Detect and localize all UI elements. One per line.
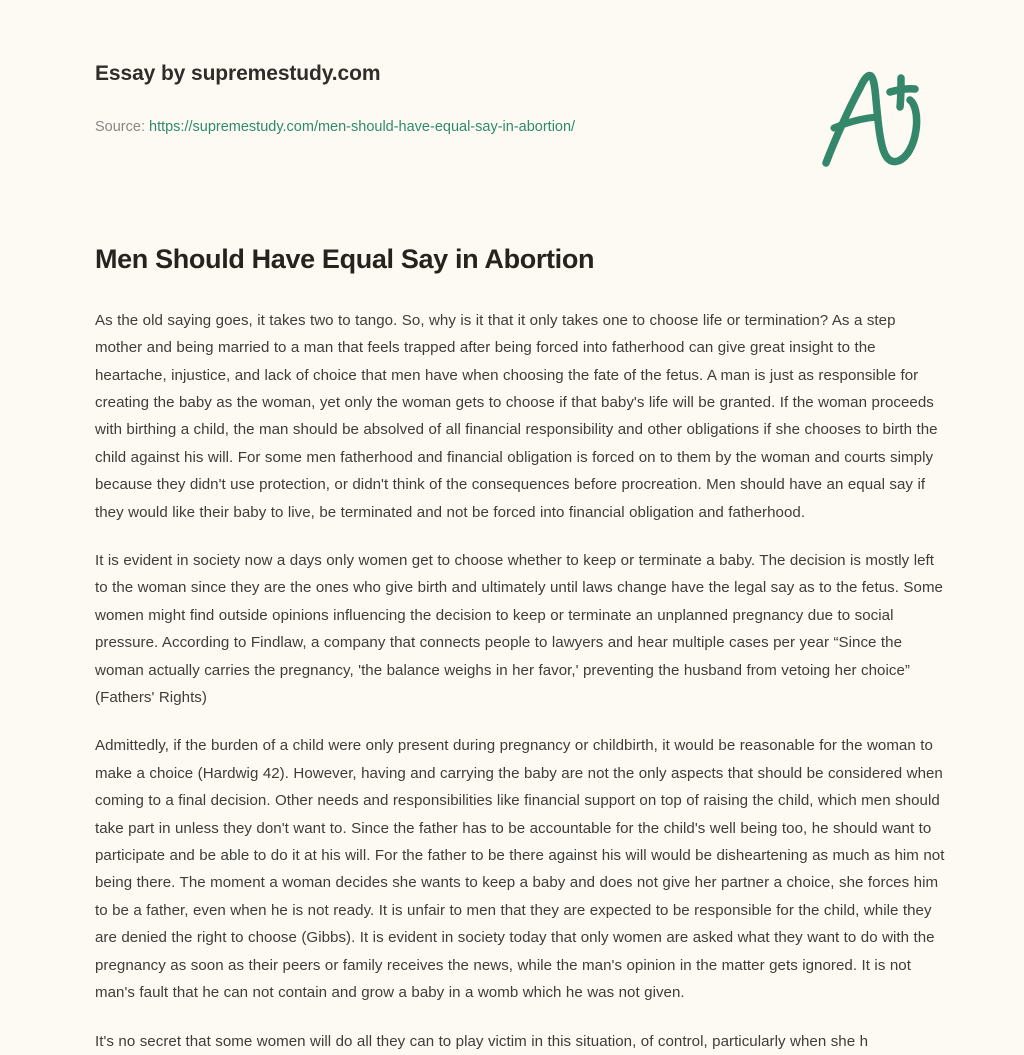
source-url-link[interactable]: https://supremestudy.com/men-should-have-equal-say-in-abortion/ <box>149 119 576 135</box>
document-header <box>0 0 1024 200</box>
article-body <box>95 307 947 1055</box>
source-line <box>95 119 575 135</box>
paragraph: It's no secret that some women will do all they can to play victim in this situation, of control, particularly when she h <box>95 1032 869 1050</box>
a-plus-logo-icon <box>812 62 932 172</box>
page-title: Men Should Have Equal Say in Abortion <box>95 244 595 274</box>
article <box>95 243 947 1055</box>
essay-byline: Essay by supremestudy.com <box>95 62 381 85</box>
paragraph: Admittedly, if the burden of a child were only present during pregnancy or childbirth, it would be reasonable for the woman to make a choice (Hardwig 42). However, having and carrying the baby are not the only aspects that should be considered when coming to a final decision. Other needs and responsibilities like financial support on top of raising the child, which men should take part in unless they don't want to. Since the father has to be accountable for the child's well being too, he should want to participate and be able to do it at his will. For the father to be there against his will would be disheartening as much as him not being there. The moment a woman decides she wants to keep a baby and does not give her partner a choice, she forces him to be a father, even when he is not ready. It is unfair to men that they are expected to be responsible for the child, while they are denied the right to choose (Gibbs). It is evident in society today that only women are asked what they want to do with the pregnancy as soon as their peers or family receives the news, while the man's opinion in the matter gets ignored. It is not man's fault that he can not contain and grow a baby in a womb which he was not given. <box>95 737 945 1002</box>
paragraph: As the old saying goes, it takes two to tango. So, why is it that it only takes one to choose life or termination? As a step mother and being married to a man that feels trapped after being forced into fatherhood can give great insight to the heartache, injustice, and lack of choice that men have when choosing the fate of the fetus. A man is just as responsible for creating the baby as the woman, yet only the woman gets to choose if that baby's life will be granted. If the woman proceeds with birthing a child, the man should be absolved of all financial responsibility and other obligations if she chooses to birth the child against his will. For some men fatherhood and financial obligation is forced on to them by the woman and courts simply because they didn't use protection, or didn't think of the consequences before procreation. Men should have an equal say if they would like their baby to live, be terminated and not be forced into financial obligation and fatherhood. <box>95 311 938 521</box>
paragraph: It is evident in society now a days only women get to choose whether to keep or terminate a baby. The decision is mostly left to the woman since they are the ones who give birth and ultimately until laws change have the legal say as to the fetus. Some women might find outside opinions influencing the decision to keep or terminate an unplanned pregnancy due to social pressure. According to Findlaw, a company that connects people to lawyers and hear multiple cases per year “Since the woman actually carries the pregnancy, 'the balance weighs in her favor,' preventing the husband from vetoing her choice” (Fathers' Rights) <box>95 552 943 707</box>
source-label: Source: <box>95 119 149 135</box>
